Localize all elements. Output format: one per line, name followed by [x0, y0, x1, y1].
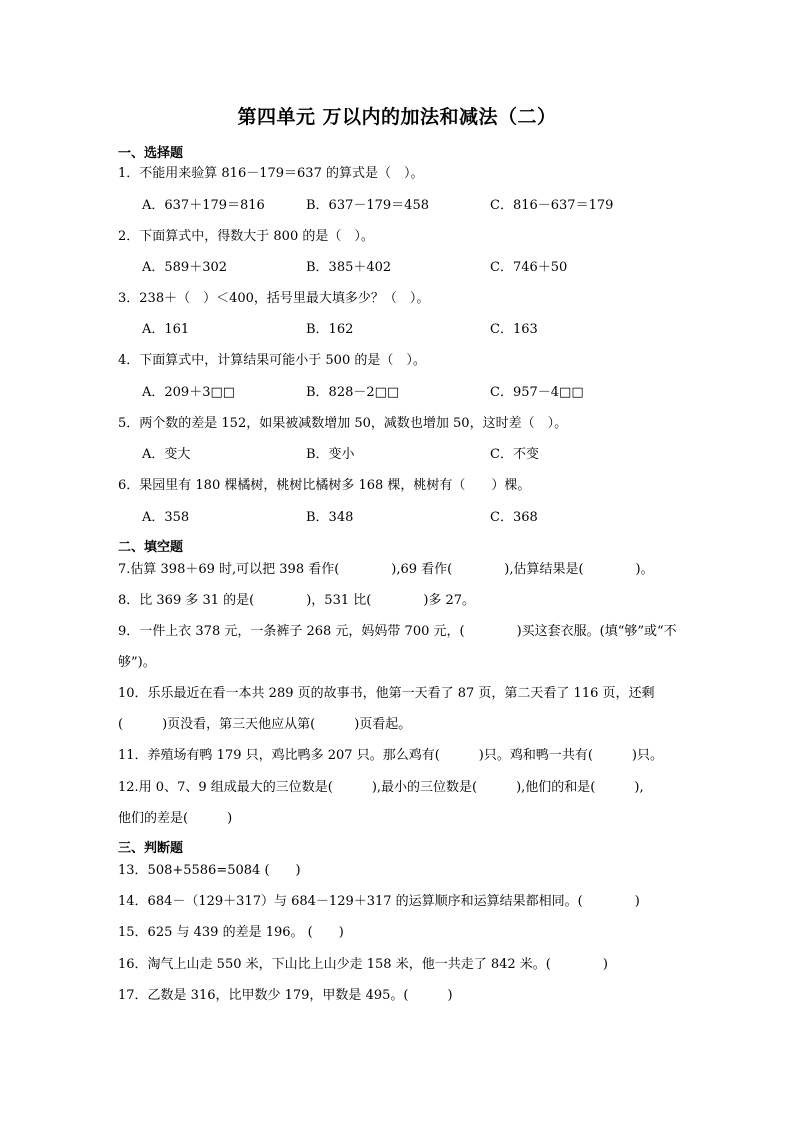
q1-option-b: B．637－179＝458 [306, 198, 429, 213]
q6-option-a: A．358 [142, 510, 190, 525]
section-heading-fill: 二、填空题 [118, 540, 184, 555]
q6-option-c: C．368 [490, 510, 538, 525]
question-11: 11．养殖场有鸭 179 只，鸡比鸭多 207 只。那么鸡有( )只。鸡和鸭一共有( )只。 [118, 748, 663, 763]
question-3: 3．238＋（ ）＜400，括号里最大填多少？（ ）。 [118, 291, 430, 306]
q3-option-c: C．163 [490, 322, 538, 337]
q6-option-b: B．348 [306, 510, 354, 525]
page-title: 第四单元 万以内的加法和减法（二） [237, 106, 557, 128]
question-5: 5．两个数的差是 152，如果被减数增加 50，减数也增加 50，这时差（ ）。 [118, 416, 568, 431]
question-2: 2．下面算式中，得数大于 800 的是（ ）。 [118, 229, 374, 244]
question-17: 17．乙数是 316，比甲数少 179，甲数是 495。( ) [118, 988, 453, 1003]
q5-option-b: B．变小 [306, 447, 355, 462]
question-12-line-2: 他们的差是( ) [118, 811, 233, 826]
section-heading-judge: 三、判断题 [118, 841, 184, 856]
question-1: 1．不能用来验算 816－179＝637 的算式是（ ）。 [118, 166, 424, 181]
question-9-line-1: 9．一件上衣 378 元，一条裤子 268 元，妈妈带 700 元，( )买这套衣服。(填“够”或“不 [118, 624, 677, 639]
q3-option-a: A．161 [142, 322, 190, 337]
q2-option-b: B．385＋402 [306, 260, 392, 275]
q1-option-a: A．637＋179＝816 [142, 198, 265, 213]
q5-option-c: C．不变 [490, 447, 539, 462]
question-8: 8．比 369 多 31 的是( )，531 比( )多 27。 [118, 593, 476, 608]
question-13: 13．508+5586=5084 ( ) [118, 863, 301, 878]
question-10-line-1: 10．乐乐最近在看一本共 289 页的故事书，他第一天看了 87 页，第二天看了 116 页，还剩 [118, 686, 655, 701]
question-9-line-2: 够”)。 [118, 655, 156, 670]
q4-option-a: A．209＋3□□ [142, 385, 236, 400]
question-14: 14．684－（129＋317）与 684－129＋317 的运算顺序和运算结果都相同。( ) [118, 894, 640, 909]
q1-option-c: C．816－637＝179 [490, 198, 614, 213]
question-12-line-1: 12.用 0、7、9 组成最大的三位数是( ),最小的三位数是( ),他们的和是( ), [118, 780, 644, 795]
q4-option-b: B．828－2□□ [306, 385, 400, 400]
question-10-line-2: ( )页没看，第三天他应从第( )页看起。 [118, 717, 412, 732]
question-15: 15．625 与 439 的差是 196。 ( ) [118, 925, 344, 940]
q2-option-a: A．589＋302 [142, 260, 228, 275]
question-4: 4．下面算式中，计算结果可能小于 500 的是（ ）。 [118, 353, 426, 368]
q4-option-c: C．957－4□□ [490, 385, 584, 400]
q3-option-b: B．162 [306, 322, 354, 337]
question-16: 16．淘气上山走 550 米，下山比上山少走 158 米，他一共走了 842 米。( ) [118, 957, 608, 972]
question-6: 6．果园里有 180 棵橘树，桃树比橘树多 168 棵，桃树有（ ）棵。 [118, 478, 531, 493]
q2-option-c: C．746＋50 [490, 260, 568, 275]
q5-option-a: A．变大 [142, 447, 191, 462]
section-heading-choice: 一、选择题 [118, 146, 184, 161]
question-7: 7.估算 398＋69 时,可以把 398 看作( ),69 看作( ),估算结果是( )。 [118, 562, 654, 577]
